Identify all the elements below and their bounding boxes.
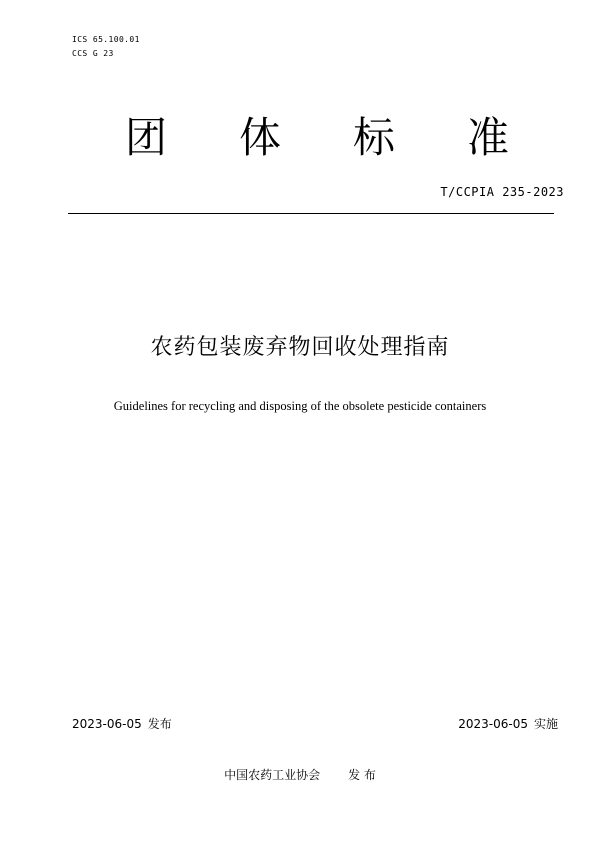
standard-type-char-4: 准 (467, 113, 510, 162)
publisher-action: 发 布 (348, 768, 376, 782)
header-divider (68, 213, 554, 214)
implement-date-line (458, 715, 558, 732)
publisher-line (0, 766, 600, 783)
implement-label: 实施 (533, 717, 558, 731)
title-chinese: 农药包装废弃物回收处理指南 (150, 335, 450, 360)
ics-code: ICS 65.100.01 (72, 35, 140, 44)
implement-date: 2023-06-05 (458, 717, 528, 731)
title-english: Guidelines for recycling and disposing of the obsolete pesticide containers (113, 399, 487, 413)
standard-type-char-3: 标 (353, 113, 396, 162)
publish-date-line (72, 715, 172, 732)
publish-label: 发布 (147, 717, 172, 731)
standard-type-heading (0, 110, 600, 166)
standard-type-char-2: 体 (239, 113, 282, 162)
standard-type-char-1: 团 (125, 113, 168, 162)
publish-date: 2023-06-05 (72, 717, 142, 731)
classification-codes (72, 33, 140, 61)
publisher-name: 中国农药工业协会 (224, 768, 321, 782)
ccs-code: CCS G 23 (72, 49, 114, 58)
standard-number: T/CCPIA 235-2023 (440, 185, 564, 199)
